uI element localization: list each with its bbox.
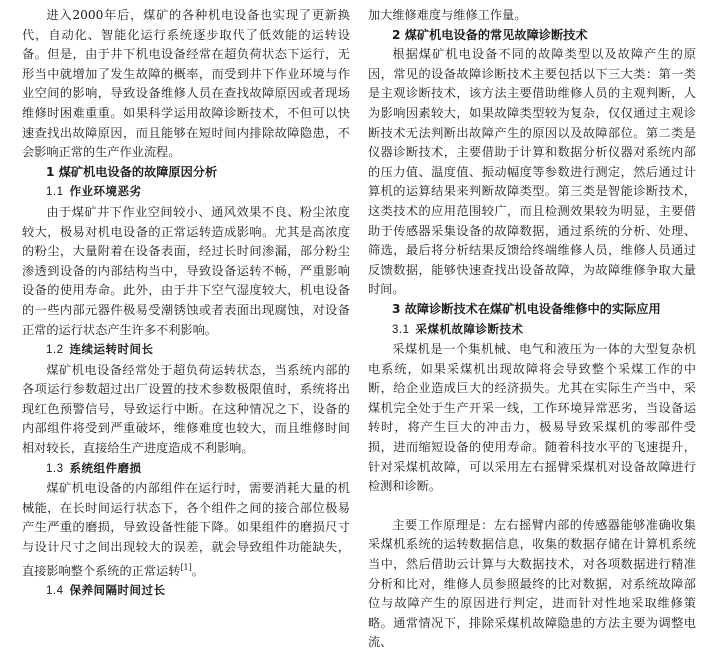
subsection-number: 1.4 [46,585,64,598]
paragraph-end: 。 [191,563,204,578]
paragraph-3-1b: 主要工作原理是：左右摇臂内部的传感器能够准确收集采煤机系统的运转数据信息，收集的数据存储在计算机系统当中，然后借助云计算与大数据技术，对各项数据进行精准分析和比对，维修人员参照最终的比对数据，对系统故障部位与故障产生的原因进行判定，进而针对性地采取维修策略。通常情况下，排除采煤机故障隐患的方法主要为调整电流、 [368,517,696,650]
paragraph-1-2: 煤矿机电设备经常处于超负荷运转状态，当系统内部的各项运行参数超过出厂设置的技术参数极限值时，系统将出现红色预警信号，导致运行中断。在这种情况之下，设备的内部组件将受到严重破坏，维修难度也较大，而且维修时间相对较长，直接给生产进度造成不利影响。 [22,362,350,456]
paragraph-gap [368,497,696,516]
subsection-heading-1-2 [22,340,350,361]
subsection-number: 1.1 [46,186,64,199]
continued-paragraph: 加大维修难度与维修工作量。 [368,8,527,22]
subsection-number: 1.2 [46,344,64,357]
paragraph-text: 煤矿机电设备的内部组件在运行时，需要消耗大量的机械能，在长时间运行状态下，各个组件之间的接合部位极易产生严重的磨损，导致设备性能下降。如果组件的磨损尺寸与设计尺寸之间出现较大的误差，就会导致组件功能缺失，直接影响整个系统的正常运转 [22,481,350,578]
right-column [368,6,696,653]
subsection-title: 连续运转时间长 [69,342,154,357]
section-heading-3: 3 故障诊断技术在煤矿机电设备维修中的实际应用 [392,301,661,316]
subsection-title: 系统组件磨损 [69,460,142,475]
subsection-heading-1-3 [22,459,350,480]
section-heading-1: 1 煤矿机电设备的故障原因分析 [46,164,218,179]
citation-ref: [1] [180,562,192,572]
subsection-heading-3-1 [368,320,696,341]
subsection-title: 采煤机故障诊断技术 [415,321,524,336]
subsection-number: 3.1 [392,323,410,336]
left-column [22,6,350,602]
subsection-title: 保养间隔时间过长 [69,583,166,598]
paragraph-2: 根据煤矿机电设备不同的故障类型以及故障产生的原因，常见的设备故障诊断技术主要包括以下三大类：第一类是主观诊断技术，该方法主要借助维修人员的主观判断，人为影响因素较大，如果故障类型较为复杂，仅仅通过主观诊断技术无法判断出故障产生的原因以及故障部位。第二类是仪器诊断技术，主要借助于计算和数据分析仪器对系统内部的压力值、温度值、振动幅度等参数进行测定，然后通过计算机的运算结果来判断故障类型。第三类是智能诊断技术，这类技术的应用范围较广，而且检测效果较为明显，主要借助于传感器采集设备的故障数据，通过系统的分析、处理、筛选，最后将分析结果反馈给终端维修人员，维修人员通过反馈数据，能够快速查找出设备故障，为故障维修争取大量时间。 [368,47,696,297]
section-heading-2: 2 煤矿机电设备的常见故障诊断技术 [392,27,588,42]
subsection-title: 作业环境恶劣 [69,184,142,199]
paragraph-1-1: 由于煤矿井下作业空间较小、通风效果不良、粉尘浓度较大，极易对机电设备的正常运转造成影响。尤其是高浓度的粉尘，大量附着在设备表面，经过长时间渗漏，部分粉尘渗透到设备的内部结构当中，导致设备运转不畅，严重影响设备的使用寿命。此外，由于井下空气湿度较大，机电设备的一些内部元器件极易受潮锈蚀或者表面出现腐蚀，对设备正常的运行状态产生许多不利影响。 [22,204,350,337]
paragraph-1-3 [22,479,350,581]
paragraph-3-1: 采煤机是一个集机械、电气和液压为一体的大型复杂机电系统，如果采煤机出现故障将会导致整个采煤工作的中断，给企业造成巨大的经济损失。尤其在实际生产当中，采煤机完全处于生产开采一线，工作环境异常恶劣，当设备运转时，将产生巨大的冲击力，极易导致采煤机的零部件受损，进而缩短设备的使用寿命。随着科技水平的飞速提升，针对采煤机故障，可以采用左右摇臂采煤机对设备故障进行检测和诊断。 [368,342,696,494]
subsection-heading-1-4 [22,581,350,602]
intro-paragraph: 进入2000年后，煤矿的各种机电设备也实现了更新换代，自动化、智能化运行系统逐步取代了低效能的运转设备。但是，由于井下机电设备经常在超负荷状态下运行，无形当中就增加了发生故障的概率，而受到井下作业环境与作业空间的影响，导致设备维修人员在查找故障原因或者现场维修时困难重重。如果科学运用故障诊断技术，不但可以快速查找出故障原因，而且能够在短时间内排除故障隐患，不会影响正常的生产作业流程。 [22,8,350,160]
subsection-number: 1.3 [46,462,64,475]
subsection-heading-1-1 [22,182,350,203]
